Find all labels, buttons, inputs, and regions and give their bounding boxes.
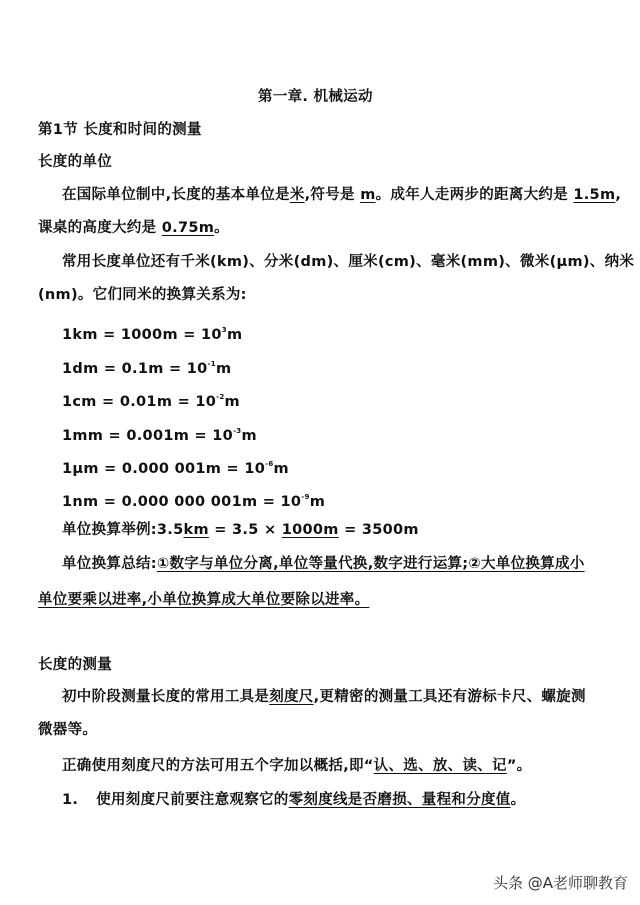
unit: m <box>226 327 243 343</box>
paragraph-common-units: 常用长度单位还有千米(km)、分米(dm)、厘米(cm)、毫米(mm)、微米(μm)、纳米 <box>62 254 635 270</box>
paragraph-base-unit <box>62 185 621 205</box>
exponent: -6 <box>265 460 274 468</box>
answer: 1.5m <box>573 187 616 203</box>
text: 使用刻度尺前要注意观察它的 <box>96 792 289 808</box>
paragraph-tools-cont: 微器等。 <box>38 722 98 738</box>
text: ”。 <box>506 758 532 774</box>
section-title: 第1节 长度和时间的测量 <box>38 122 202 138</box>
text: = 3500m <box>338 522 419 538</box>
text: 单位换算举例:3.5 <box>62 522 184 538</box>
text: 。 <box>510 792 526 808</box>
text: ,更精密的测量工具还有游标卡尺、螺旋测 <box>313 689 586 705</box>
answer: ①数字与单位分离,单位等量代换,数字进行运算;②大单位换算成小 <box>156 556 585 572</box>
heading-length-unit: 长度的单位 <box>38 154 112 170</box>
formula-text: 1μm = 0.000 001m = 10 <box>62 461 266 477</box>
answer: 0.75m <box>161 220 215 236</box>
chapter-title: 第一章. 机械运动 <box>258 89 373 105</box>
formula-nm <box>62 487 325 512</box>
answer: 刻度尺 <box>269 689 314 705</box>
text: 正确使用刻度尺的方法可用五个字加以概括,即“ <box>62 758 374 774</box>
unit: m <box>224 394 240 410</box>
formula-text: 1mm = 0.001m = 10 <box>62 428 234 444</box>
formula-dm <box>62 354 231 379</box>
formula-cm <box>62 387 240 412</box>
unit: m <box>241 428 257 444</box>
text: 。成年人走两步的距离大约是 <box>375 187 574 203</box>
answer: 认、选、放、读、记 <box>373 758 507 774</box>
text: ,符号是 <box>304 187 361 203</box>
exponent: -1 <box>207 360 216 368</box>
answer: m <box>360 187 376 203</box>
watermark: 头条 @A老师聊教育 <box>492 874 628 892</box>
formula-mm <box>62 421 257 446</box>
exponent: 3 <box>221 326 227 334</box>
formula-text: 1km = 1000m = 10 <box>62 327 222 343</box>
paragraph-common-units-cont: (nm)。它们同米的换算关系为: <box>38 287 247 303</box>
paragraph-base-unit-cont <box>38 218 229 238</box>
conversion-summary <box>62 554 585 574</box>
text: 单位换算总结: <box>62 556 157 572</box>
answer: 米 <box>289 187 305 203</box>
exponent: -3 <box>233 427 242 435</box>
text: 课桌的高度大约是 <box>38 220 162 236</box>
formula-text: 1dm = 0.1m = 10 <box>62 361 208 377</box>
text: 。 <box>214 220 229 236</box>
formula-um <box>62 454 289 479</box>
conversion-example <box>62 520 419 540</box>
list-number: 1. <box>62 792 79 808</box>
text: = 3.5 × <box>208 522 282 538</box>
unit: 1000m <box>281 522 339 538</box>
exponent: -9 <box>301 493 310 501</box>
paragraph-five-words <box>62 756 531 776</box>
unit: m <box>309 494 326 510</box>
exponent: -2 <box>216 393 225 401</box>
unit: m <box>215 361 232 377</box>
heading-length-measure: 长度的测量 <box>38 657 112 673</box>
formula-km <box>62 320 242 345</box>
formula-text: 1cm = 0.01m = 10 <box>62 394 217 410</box>
unit: m <box>273 461 289 477</box>
text: 在国际单位制中,长度的基本单位是 <box>62 187 290 203</box>
list-item-1 <box>62 790 525 810</box>
answer: 零刻度线是否磨损、量程和分度值 <box>288 792 511 808</box>
formula-text: 1nm = 0.000 000 001m = 10 <box>62 494 302 510</box>
paragraph-tools <box>62 687 586 707</box>
conversion-summary-cont: 单位要乘以进率,小单位换算成大单位要除以进率。 <box>38 592 370 608</box>
unit: km <box>183 522 209 538</box>
text: , <box>615 187 622 203</box>
text: 初中阶段测量长度的常用工具是 <box>62 689 270 705</box>
